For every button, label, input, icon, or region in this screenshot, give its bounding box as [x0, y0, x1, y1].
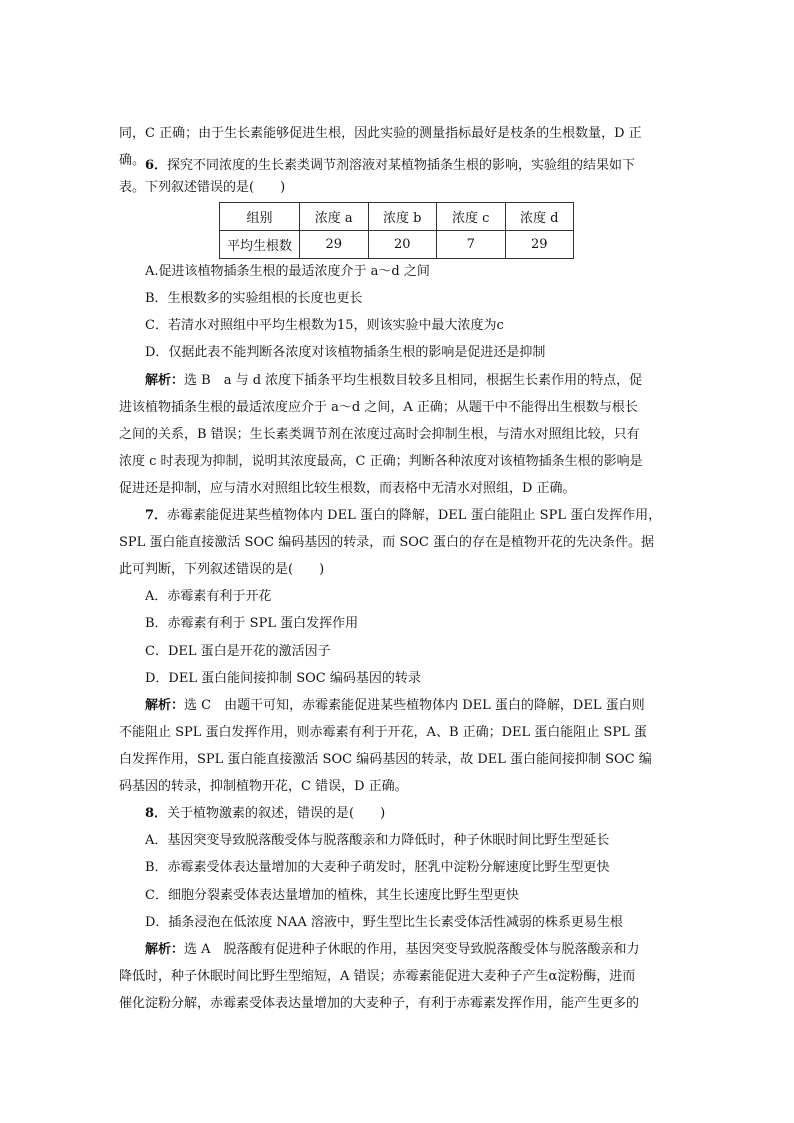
table-header-cell: 浓度 a	[300, 203, 369, 231]
analysis-line: 催化淀粉分解，赤霉素受体表达量增加的大麦种子，有利于赤霉素发挥作用，能产生更多的	[119, 996, 640, 1011]
analysis-line: 促进还是抑制，应与清水对照组比较生根数，而表格中无清水对照组，D 正确。	[119, 481, 576, 496]
table-cell: 20	[368, 231, 437, 259]
table-header-cell: 浓度 b	[368, 203, 437, 231]
table-cell: 29	[505, 231, 574, 259]
question-7-line: 此可判断，下列叙述错误的是( )	[119, 562, 325, 577]
analysis-line: 白发挥作用，SPL 蛋白能直接激活 SOC 编码基因的转录，故 DEL 蛋白能间接抑制 SOC 编	[119, 752, 652, 767]
option-c: C．若清水对照组中平均生根数为15，则该实验中最大浓度为c	[145, 318, 504, 333]
option-b: B．赤霉素有利于 SPL 蛋白发挥作用	[145, 616, 359, 631]
option-b: B．生根数多的实验组根的长度也更长	[145, 291, 363, 306]
option-a: A．赤霉素有利于开花	[145, 589, 272, 604]
table-cell: 29	[300, 231, 369, 259]
analysis-line: 解析：选 B a 与 d 浓度下插条平均生根数目较多且相同，根据生长素作用的特点，促	[145, 373, 643, 388]
option-d: D．DEL 蛋白能间接抑制 SOC 编码基因的转录	[145, 671, 421, 686]
question-7-line: 7．赤霉素能促进某些植物体内 DEL 蛋白的降解，DEL 蛋白能阻止 SPL 蛋白发挥作用，	[145, 508, 662, 523]
question-8-line: 8．关于植物激素的叙述，错误的是( )	[145, 806, 386, 821]
analysis-line: 不能阻止 SPL 蛋白发挥作用，则赤霉素有利于开花，A、B 正确；DEL 蛋白能阻止 SPL 蛋	[119, 725, 647, 740]
text-line: 同，C 正确；由于生长素能够促进生根，因此实验的测量指标最好是枝条的生根数量，D 正	[119, 126, 642, 141]
option-a: A．基因突变导致脱落酸受体与脱落酸亲和力降低时，种子休眠时间比野生型延长	[145, 833, 610, 848]
table-row	[220, 231, 574, 259]
text-line: 确。	[119, 153, 146, 168]
analysis-line: 解析：选 C 由题干可知，赤霉素能促进某些植物体内 DEL 蛋白的降解，DEL 蛋白则	[145, 698, 645, 713]
option-c: C．细胞分裂素受体表达量增加的植株，其生长速度比野生型更快	[145, 888, 519, 903]
option-a: A.促进该植物插条生根的最适浓度介于 a～d 之间	[145, 264, 430, 279]
analysis-line: 进该植物插条生根的最适浓度应介于 a～d 之间，A 正确；从题干中不能得出生根数与根长	[119, 400, 638, 415]
analysis-line: 解析：选 A 脱落酸有促进种子休眠的作用，基因突变导致脱落酸受体与脱落酸亲和力	[145, 942, 640, 957]
table-header-cell: 浓度 d	[505, 203, 574, 231]
question-6-line-1: 6．探究不同浓度的生长素类调节剂溶液对某植物插条生根的影响，实验组的结果如下	[145, 158, 636, 173]
question-6-line-2: 表。下列叙述错误的是( )	[119, 180, 286, 195]
table-header-cell: 浓度 c	[437, 203, 506, 231]
analysis-line: 浓度 c 时表现为抑制，说明其浓度最高，C 正确；判断各种浓度对该植物插条生根的影响是	[119, 454, 643, 469]
question-7-line: SPL 蛋白能直接激活 SOC 编码基因的转录，而 SOC 蛋白的存在是植物开花的先决条件。据	[119, 535, 654, 550]
table-cell: 7	[437, 231, 506, 259]
table-header-row	[220, 203, 574, 231]
option-b: B．赤霉素受体表达量增加的大麦种子萌发时，胚乳中淀粉分解速度比野生型更快	[145, 860, 610, 875]
analysis-line: 降低时，种子休眠时间比野生型缩短，A 错误；赤霉素能促进大麦种子产生α淀粉酶，进而	[119, 969, 636, 984]
option-c: C．DEL 蛋白是开花的激活因子	[145, 644, 331, 659]
option-d: D．仅据此表不能判断各浓度对该植物插条生根的影响是促进还是抑制	[145, 345, 546, 360]
table-cell: 平均生根数	[220, 231, 300, 259]
option-d: D．插条浸泡在低浓度 NAA 溶液中，野生型比生长素受体活性减弱的株系更易生根	[145, 915, 623, 930]
results-table	[219, 202, 574, 259]
table-header-cell: 组别	[220, 203, 300, 231]
analysis-line: 码基因的转录，抑制植物开花，C 错误，D 正确。	[119, 779, 408, 794]
analysis-line: 之间的关系，B 错误；生长素类调节剂在浓度过高时会抑制生根，与清水对照组比较，只有	[119, 427, 640, 442]
